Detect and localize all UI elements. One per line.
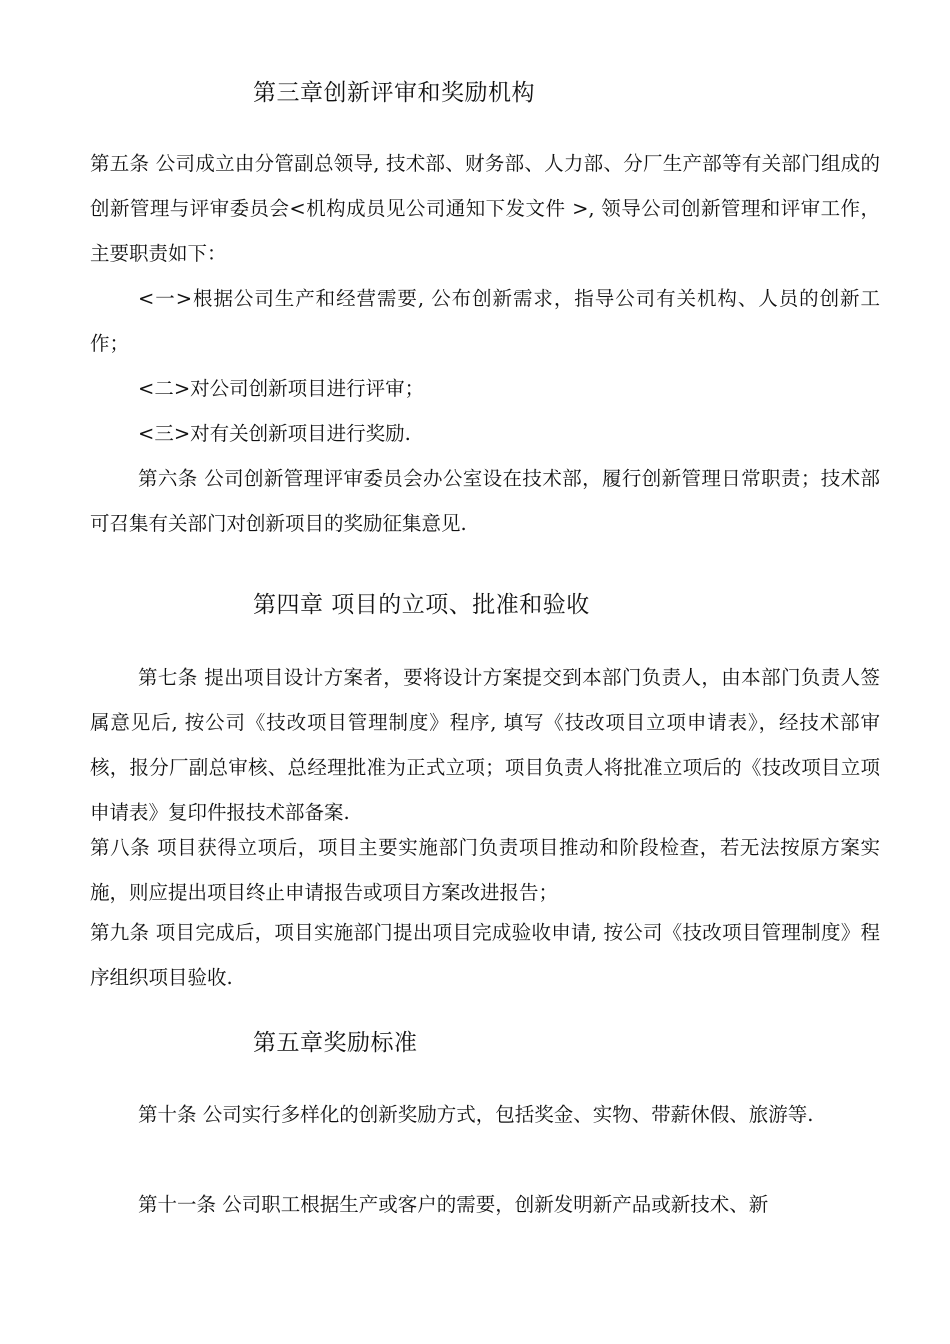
- chapter-5-heading: 第五章奖励标准: [253, 1030, 418, 1056]
- article-9: 第九条 项目完成后，项目实施部门提出项目完成验收申请, 按公司《技改项目管理制度》程序组织项目验收.: [90, 921, 880, 989]
- article-7: 第七条 提出项目设计方案者，要将设计方案提交到本部门负责人，由本部门负责人签属意见后, 按公司《技改项目管理制度》程序, 填写《技改项目立项申请表》，经技术部审核，报分厂副总审核、总经理批准为正式立项；项目负责人将批准立项后的《技改项目立项申请表》复印件报技术部备案.: [90, 666, 880, 824]
- article-8: 第八条 项目获得立项后，项目主要实施部门负责项目推动和阶段检查，若无法按原方案实施，则应提出项目终止申请报告或项目方案改进报告；: [90, 836, 880, 904]
- article-6: 第六条 公司创新管理评审委员会办公室设在技术部，履行创新管理日常职责；技术部可召集有关部门对创新项目的奖励征集意见.: [90, 467, 880, 535]
- chapter-4-heading: 第四章 项目的立项、批准和验收: [253, 592, 590, 618]
- article-5: 第五条 公司成立由分管副总领导, 技术部、财务部、人力部、分厂生产部等有关部门组成的创新管理与评审委员会<机构成员见公司通知下发文件 >, 领导公司创新管理和评审工作，主要职责如下：: [90, 152, 880, 265]
- article-5-item-3: <三>对有关创新项目进行奖励.: [138, 422, 411, 445]
- article-5-item-2: <二>对公司创新项目进行评审；: [138, 377, 425, 400]
- article-11: 第十一条 公司职工根据生产或客户的需要，创新发明新产品或新技术、新: [138, 1193, 769, 1216]
- article-10: 第十条 公司实行多样化的创新奖励方式，包括奖金、实物、带薪休假、旅游等.: [138, 1103, 814, 1126]
- article-5-item-1: <一>根据公司生产和经营需要, 公布创新需求，指导公司有关机构、人员的创新工作；: [90, 287, 880, 355]
- chapter-3-heading: 第三章创新评审和奖励机构: [253, 80, 535, 106]
